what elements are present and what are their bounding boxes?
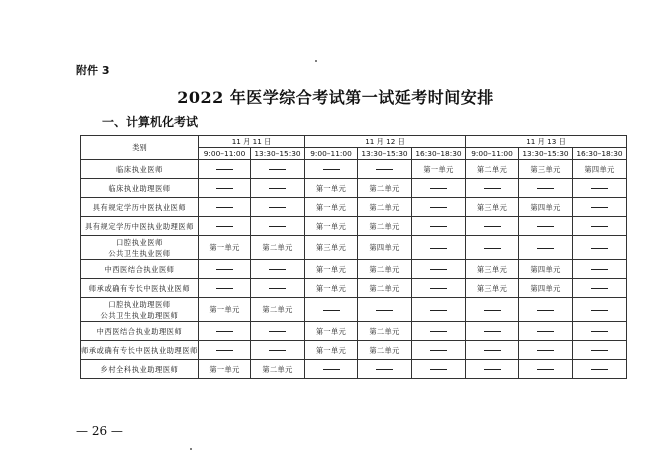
no-exam-cell bbox=[573, 260, 627, 279]
exam-unit-cell bbox=[251, 298, 305, 322]
time-slot-header: 13:30–15:30 bbox=[358, 148, 412, 160]
exam-unit-cell bbox=[519, 279, 573, 298]
dash-mark bbox=[216, 169, 233, 170]
exam-unit-label: 第四单元 bbox=[530, 202, 561, 212]
exam-unit-cell bbox=[251, 360, 305, 379]
dash-mark bbox=[591, 269, 608, 270]
exam-unit-cell bbox=[466, 260, 519, 279]
no-exam-cell bbox=[251, 322, 305, 341]
category-line: 具有规定学历中医执业医师 bbox=[92, 202, 187, 212]
exam-unit-label: 第二单元 bbox=[262, 305, 293, 314]
no-exam-cell bbox=[412, 217, 466, 236]
category-line: 临床执业医师 bbox=[116, 164, 163, 174]
exam-unit-cell bbox=[466, 279, 519, 298]
dash-mark bbox=[591, 248, 608, 249]
exam-unit-label: 第四单元 bbox=[530, 283, 561, 293]
exam-unit-label: 第二单元 bbox=[262, 243, 293, 252]
scan-speck bbox=[315, 60, 317, 62]
dash-mark bbox=[537, 350, 554, 351]
dash-mark bbox=[323, 310, 340, 311]
dash-mark bbox=[484, 188, 501, 189]
schedule-body bbox=[81, 160, 627, 379]
category-line: 师承或确有专长中医执业助理医师 bbox=[81, 345, 198, 355]
dash-mark bbox=[269, 288, 286, 289]
table-row bbox=[81, 360, 627, 379]
dash-mark bbox=[216, 350, 233, 351]
time-slot-header: 13:30–15:30 bbox=[251, 148, 305, 160]
no-exam-cell bbox=[519, 360, 573, 379]
no-exam-cell bbox=[199, 217, 251, 236]
no-exam-cell bbox=[466, 360, 519, 379]
exam-unit-cell bbox=[466, 198, 519, 217]
dash-mark bbox=[484, 248, 501, 249]
exam-unit-label: 第三单元 bbox=[530, 164, 561, 174]
time-slot-header: 16:30–18:30 bbox=[573, 148, 627, 160]
dash-mark bbox=[591, 310, 608, 311]
no-exam-cell bbox=[573, 279, 627, 298]
no-exam-cell bbox=[466, 236, 519, 260]
exam-unit-cell bbox=[466, 160, 519, 179]
dash-mark bbox=[216, 207, 233, 208]
dash-mark bbox=[376, 310, 393, 311]
no-exam-cell bbox=[199, 198, 251, 217]
exam-unit-label: 第三单元 bbox=[476, 202, 508, 212]
no-exam-cell bbox=[519, 179, 573, 198]
row-category-label bbox=[81, 322, 199, 341]
section-heading: 一、计算机化考试 bbox=[102, 115, 199, 129]
no-exam-cell bbox=[412, 279, 466, 298]
exam-unit-cell bbox=[305, 236, 358, 260]
no-exam-cell bbox=[199, 179, 251, 198]
dash-mark bbox=[537, 369, 554, 370]
dash-mark bbox=[430, 369, 447, 370]
exam-unit-label: 第三单元 bbox=[476, 264, 508, 274]
exam-unit-label: 第一单元 bbox=[209, 243, 240, 252]
exam-unit-label: 第一单元 bbox=[209, 305, 240, 314]
no-exam-cell bbox=[573, 179, 627, 198]
exam-unit-cell bbox=[519, 260, 573, 279]
exam-unit-cell bbox=[519, 198, 573, 217]
no-exam-cell bbox=[466, 179, 519, 198]
no-exam-cell bbox=[305, 360, 358, 379]
category-line: 具有规定学历中医执业助理医师 bbox=[84, 221, 195, 231]
time-slot-header: 9:00–11:00 bbox=[466, 148, 519, 160]
exam-unit-label: 第二单元 bbox=[369, 345, 400, 355]
exam-unit-label: 第二单元 bbox=[369, 326, 400, 336]
exam-unit-cell bbox=[358, 322, 412, 341]
date-header: 11 月 12 日 bbox=[305, 136, 466, 148]
exam-unit-cell bbox=[305, 279, 358, 298]
exam-unit-cell bbox=[251, 236, 305, 260]
exam-unit-label: 第一单元 bbox=[423, 164, 454, 174]
dash-mark bbox=[484, 331, 501, 332]
row-category-label bbox=[81, 260, 199, 279]
dash-mark bbox=[430, 350, 447, 351]
no-exam-cell bbox=[412, 298, 466, 322]
no-exam-cell bbox=[199, 260, 251, 279]
no-exam-cell bbox=[251, 198, 305, 217]
dash-mark bbox=[484, 226, 501, 227]
dash-mark bbox=[430, 248, 447, 249]
no-exam-cell bbox=[251, 279, 305, 298]
no-exam-cell bbox=[199, 341, 251, 360]
attachment-label: 附件 3 bbox=[76, 64, 110, 77]
no-exam-cell bbox=[412, 236, 466, 260]
table-row bbox=[81, 160, 627, 179]
dash-mark bbox=[591, 350, 608, 351]
row-category-label bbox=[81, 198, 199, 217]
category-line: 中西医结合执业助理医师 bbox=[96, 326, 183, 336]
no-exam-cell bbox=[199, 322, 251, 341]
dash-mark bbox=[216, 269, 233, 270]
exam-unit-label: 第四单元 bbox=[530, 264, 561, 274]
dash-mark bbox=[269, 207, 286, 208]
exam-unit-label: 第一单元 bbox=[315, 183, 347, 193]
no-exam-cell bbox=[251, 179, 305, 198]
table-row bbox=[81, 298, 627, 322]
exam-unit-label: 第三单元 bbox=[315, 243, 347, 252]
category-line: 临床执业助理医师 bbox=[108, 183, 171, 193]
no-exam-cell bbox=[412, 198, 466, 217]
exam-unit-cell bbox=[199, 236, 251, 260]
scan-speck bbox=[190, 448, 192, 450]
dash-mark bbox=[591, 369, 608, 370]
row-category-label bbox=[81, 298, 199, 322]
exam-unit-label: 第四单元 bbox=[369, 243, 400, 252]
document-title: 2022 年医学综合考试第一试延考时间安排 bbox=[177, 88, 494, 107]
dash-mark bbox=[537, 226, 554, 227]
category-header: 类别 bbox=[81, 136, 199, 160]
exam-unit-cell bbox=[305, 179, 358, 198]
dash-mark bbox=[269, 350, 286, 351]
dash-mark bbox=[484, 369, 501, 370]
dash-mark bbox=[430, 331, 447, 332]
exam-unit-cell bbox=[358, 198, 412, 217]
no-exam-cell bbox=[251, 217, 305, 236]
dash-mark bbox=[269, 226, 286, 227]
exam-unit-cell bbox=[199, 360, 251, 379]
dash-mark bbox=[430, 310, 447, 311]
dash-mark bbox=[323, 169, 340, 170]
no-exam-cell bbox=[466, 341, 519, 360]
exam-unit-label: 第一单元 bbox=[315, 283, 347, 293]
exam-unit-label: 第四单元 bbox=[584, 164, 615, 174]
row-category-label bbox=[81, 341, 199, 360]
table-row bbox=[81, 236, 627, 260]
exam-unit-label: 第一单元 bbox=[209, 364, 240, 374]
dash-mark bbox=[484, 350, 501, 351]
no-exam-cell bbox=[251, 341, 305, 360]
dash-mark bbox=[323, 369, 340, 370]
exam-unit-label: 第一单元 bbox=[315, 221, 347, 231]
dash-mark bbox=[216, 331, 233, 332]
exam-unit-label: 第一单元 bbox=[315, 264, 347, 274]
no-exam-cell bbox=[199, 160, 251, 179]
row-category-label bbox=[81, 160, 199, 179]
exam-unit-label: 第二单元 bbox=[369, 283, 400, 293]
table-row bbox=[81, 217, 627, 236]
no-exam-cell bbox=[519, 322, 573, 341]
exam-unit-cell bbox=[305, 198, 358, 217]
dash-mark bbox=[591, 288, 608, 289]
category-line: 乡村全科执业助理医师 bbox=[100, 364, 179, 374]
exam-unit-cell bbox=[305, 322, 358, 341]
category-line: 口腔执业医师 bbox=[116, 237, 163, 247]
no-exam-cell bbox=[466, 322, 519, 341]
date-header: 11 月 13 日 bbox=[466, 136, 627, 148]
no-exam-cell bbox=[412, 179, 466, 198]
dash-mark bbox=[269, 169, 286, 170]
exam-unit-cell bbox=[305, 260, 358, 279]
no-exam-cell bbox=[573, 322, 627, 341]
dash-mark bbox=[269, 331, 286, 332]
exam-unit-cell bbox=[305, 217, 358, 236]
no-exam-cell bbox=[412, 341, 466, 360]
exam-unit-cell bbox=[358, 236, 412, 260]
dash-mark bbox=[537, 188, 554, 189]
exam-unit-cell bbox=[358, 279, 412, 298]
time-slot-header: 16:30–18:30 bbox=[412, 148, 466, 160]
category-line: 中西医结合执业医师 bbox=[104, 264, 175, 274]
dash-mark bbox=[591, 331, 608, 332]
category-line: 师承或确有专长中医执业医师 bbox=[88, 283, 191, 293]
no-exam-cell bbox=[573, 360, 627, 379]
row-category-label bbox=[81, 279, 199, 298]
no-exam-cell bbox=[412, 322, 466, 341]
dash-mark bbox=[430, 226, 447, 227]
exam-unit-label: 第二单元 bbox=[369, 202, 400, 212]
no-exam-cell bbox=[573, 217, 627, 236]
category-line: 口腔执业助理医师 bbox=[108, 299, 171, 309]
exam-unit-label: 第二单元 bbox=[369, 264, 400, 274]
exam-unit-label: 第二单元 bbox=[476, 164, 508, 174]
no-exam-cell bbox=[519, 341, 573, 360]
no-exam-cell bbox=[412, 260, 466, 279]
exam-unit-label: 第二单元 bbox=[262, 364, 293, 374]
no-exam-cell bbox=[519, 298, 573, 322]
exam-unit-cell bbox=[305, 341, 358, 360]
exam-unit-cell bbox=[358, 260, 412, 279]
no-exam-cell bbox=[251, 260, 305, 279]
category-line: 公共卫生执业助理医师 bbox=[100, 310, 179, 320]
table-row bbox=[81, 322, 627, 341]
no-exam-cell bbox=[251, 160, 305, 179]
dash-mark bbox=[430, 288, 447, 289]
dash-mark bbox=[216, 226, 233, 227]
dash-mark bbox=[376, 169, 393, 170]
date-header: 11 月 11 日 bbox=[199, 136, 305, 148]
time-slot-header: 9:00–11:00 bbox=[305, 148, 358, 160]
no-exam-cell bbox=[573, 236, 627, 260]
no-exam-cell bbox=[519, 217, 573, 236]
no-exam-cell bbox=[199, 279, 251, 298]
no-exam-cell bbox=[466, 298, 519, 322]
exam-unit-cell bbox=[573, 160, 627, 179]
time-slot-header: 9:00–11:00 bbox=[199, 148, 251, 160]
table-row bbox=[81, 341, 627, 360]
time-slot-header: 13:30–15:30 bbox=[519, 148, 573, 160]
dash-mark bbox=[430, 269, 447, 270]
no-exam-cell bbox=[305, 298, 358, 322]
dash-mark bbox=[537, 310, 554, 311]
exam-unit-label: 第一单元 bbox=[315, 345, 347, 355]
table-row bbox=[81, 198, 627, 217]
exam-unit-label: 第三单元 bbox=[476, 283, 508, 293]
exam-unit-label: 第一单元 bbox=[315, 202, 347, 212]
dash-mark bbox=[591, 207, 608, 208]
no-exam-cell bbox=[573, 341, 627, 360]
table-row bbox=[81, 260, 627, 279]
dash-mark bbox=[269, 188, 286, 189]
exam-unit-cell bbox=[199, 298, 251, 322]
exam-schedule-table bbox=[80, 135, 627, 379]
dash-mark bbox=[537, 331, 554, 332]
table-row bbox=[81, 279, 627, 298]
dash-mark bbox=[591, 188, 608, 189]
page-number: — 26 — bbox=[76, 424, 123, 438]
dash-mark bbox=[591, 226, 608, 227]
no-exam-cell bbox=[466, 217, 519, 236]
exam-unit-label: 第一单元 bbox=[315, 326, 347, 336]
no-exam-cell bbox=[358, 160, 412, 179]
exam-unit-cell bbox=[412, 160, 466, 179]
category-line: 公共卫生执业医师 bbox=[108, 248, 171, 258]
no-exam-cell bbox=[412, 360, 466, 379]
row-category-label bbox=[81, 217, 199, 236]
dash-mark bbox=[537, 248, 554, 249]
row-category-label bbox=[81, 360, 199, 379]
exam-unit-cell bbox=[358, 217, 412, 236]
exam-unit-cell bbox=[519, 160, 573, 179]
row-category-label bbox=[81, 179, 199, 198]
exam-unit-cell bbox=[358, 179, 412, 198]
no-exam-cell bbox=[573, 198, 627, 217]
dash-mark bbox=[430, 207, 447, 208]
dash-mark bbox=[216, 188, 233, 189]
row-category-label bbox=[81, 236, 199, 260]
dash-mark bbox=[430, 188, 447, 189]
no-exam-cell bbox=[519, 236, 573, 260]
exam-unit-label: 第二单元 bbox=[369, 183, 400, 193]
no-exam-cell bbox=[358, 360, 412, 379]
dash-mark bbox=[269, 269, 286, 270]
table-row bbox=[81, 179, 627, 198]
no-exam-cell bbox=[305, 160, 358, 179]
no-exam-cell bbox=[573, 298, 627, 322]
no-exam-cell bbox=[358, 298, 412, 322]
exam-unit-cell bbox=[358, 341, 412, 360]
exam-unit-label: 第二单元 bbox=[369, 221, 400, 231]
dash-mark bbox=[376, 369, 393, 370]
dash-mark bbox=[216, 288, 233, 289]
dash-mark bbox=[484, 310, 501, 311]
